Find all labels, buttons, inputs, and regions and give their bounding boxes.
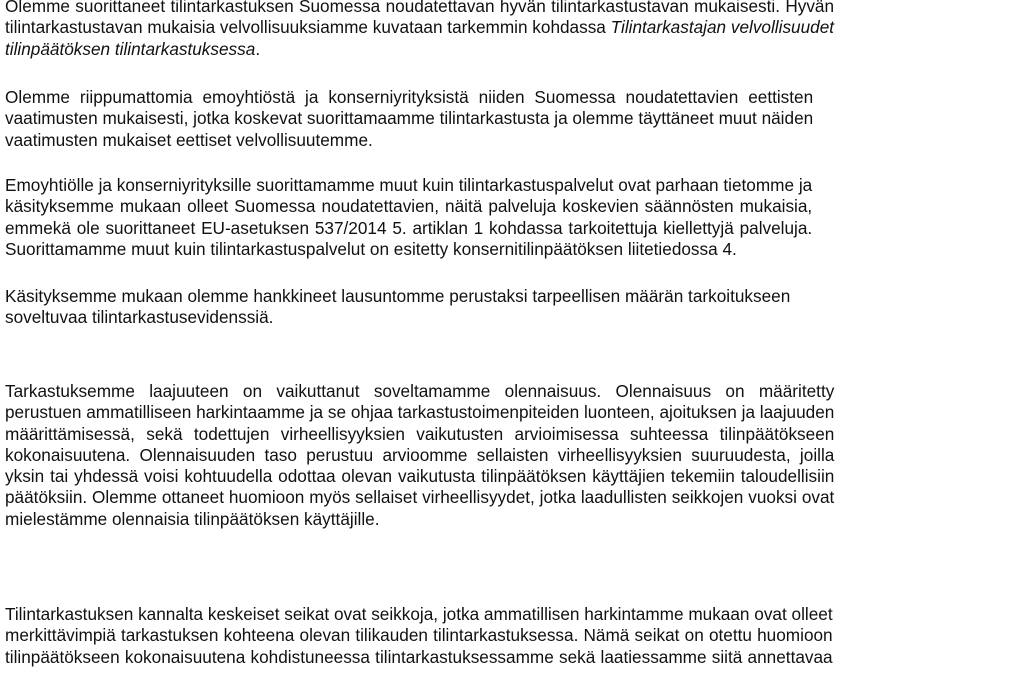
text-line: soveltuvaa tilintarkastusevidenssiä. [5,307,274,328]
text-line: Suorittamamme muut kuin tilintarkastuspalvelut on esitetty konsernitilinpäätöksen liitetiedossa 4. [5,238,737,259]
text-line: päätöksiin. Olemme ottaneet huomioon myös sellaiset virheellisyydet, jotka laadullisten seikkojen vuoksi ovat [5,487,835,508]
text-line: vaatimusten mukaiset eettiset velvollisuutemme. [5,129,373,150]
paragraph-audit-evidence [5,286,790,329]
text-line: määrittämisessä, sekä todettujen virheellisyyksien vaikutusten arvioimisessa suhteessa tilinpäätökseen [5,423,835,444]
text-line: vaatimusten mukaisesti, jotka koskevat suorittamaamme tilintarkastusta ja olemme täyttäneet muut näiden [5,108,814,129]
text-line: Tarkastuksemme laajuuteen on vaikuttanut soveltamamme olennaisuus. Olennaisuus on määritetty [5,381,835,401]
text-line: yksin tai yhdessä voisi kohtuudella odottaa olevan vaikutusta tilinpäätöksen käyttäjien tekemiin taloudellisiin [5,466,835,487]
text-line: emmekä ole suorittaneet EU-asetuksen 537/2014 5. artiklan 1 kohdassa tarkoitettuja kiellettyjä palveluja. [5,217,813,238]
text-line: Emoyhtiölle ja konserniyrityksille suorittamamme muut kuin tilintarkastuspalvelut ovat parhaan tietomme ja [5,175,813,195]
paragraph-materiality [5,381,834,530]
italic-reference: tilinpäätöksen tilintarkastuksessa [5,38,256,59]
text-line [5,39,834,60]
text-line: käsityksemme mukaan olleet Suomessa noudatettavien, näitä palveluja koskevien säännösten mukaisia, [5,196,813,217]
text-line: Olemme riippumattomia emoyhtiöstä ja konserniyrityksistä niiden Suomessa noudatettavien eettisten [5,87,814,107]
italic-reference: Tilintarkastajan velvollisuudet [610,17,835,38]
text-line: perustuen ammatilliseen harkintaamme ja se ohjaa tarkastustoimenpiteiden luonteen, ajoituksen ja laajuuden [5,402,835,423]
text-line: mielestämme olennaisia tilinpäätöksen käyttäjille. [5,508,380,529]
text-line: Olemme suorittaneet tilintarkastuksen Suomessa noudatettavan hyvän tilintarkastustavan mukaisesti. Hyvän [5,0,835,16]
paragraph-non-audit-services [5,175,812,260]
paragraph-independence [5,87,813,151]
text-line: kokonaisuutena. Olennaisuuden taso perustuu arvioomme sellaisten virheellisyyksien suuruudesta, joilla [5,444,835,465]
text-line: Käsityksemme mukaan olemme hankkineet lausuntomme perustaksi tarpeellisen määrän tarkoitukseen [5,286,791,306]
text-segment: tilintarkastustavan mukaisia velvollisuuksiamme kuvataan tarkemmin kohdassa [5,17,606,38]
text-line [5,17,834,38]
paragraph-audit-standard [5,0,834,60]
text-line: tilinpäätökseen kokonaisuutena kohdistuneessa tilintarkastuksessamme sekä laatiessamme siitä annettavaa [5,646,833,667]
paragraph-key-audit-matters [5,604,833,668]
text-line: Tilintarkastuksen kannalta keskeiset seikat ovat seikkoja, jotka ammatillisen harkintamme mukaan ovat olleet [5,604,833,624]
text-line: merkittävimpiä tarkastuksen kohteena olevan tilikauden tilintarkastuksessa. Nämä seikat on otettu huomioon [5,625,833,646]
text-segment: . [255,38,261,59]
